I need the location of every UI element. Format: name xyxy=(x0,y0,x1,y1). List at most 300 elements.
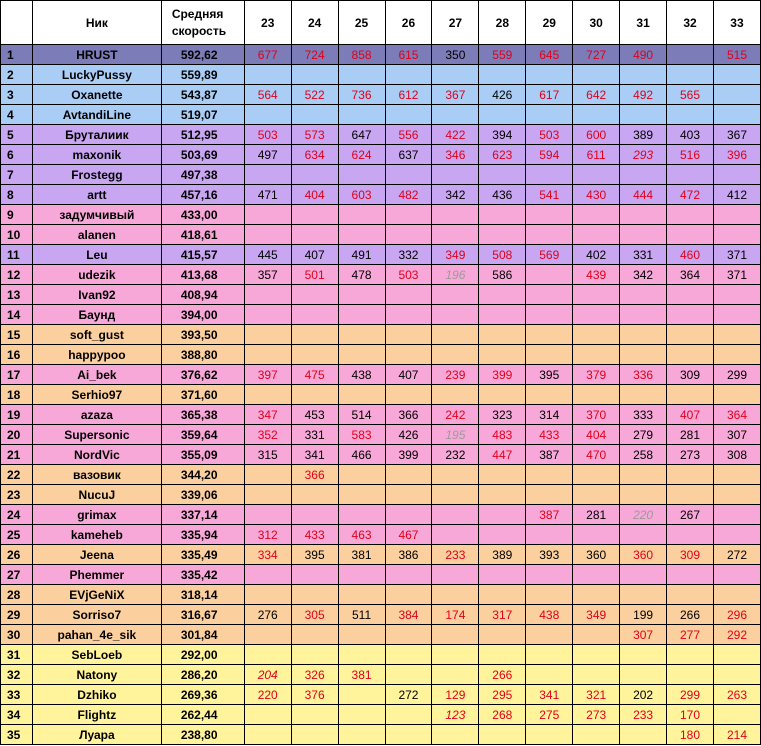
round-score-cell xyxy=(338,485,385,505)
speed-cell: 286,20 xyxy=(161,665,244,685)
speed-cell: 394,00 xyxy=(161,305,244,325)
round-score-cell xyxy=(338,305,385,325)
round-score-cell xyxy=(573,385,620,405)
header-round: 27 xyxy=(432,1,479,45)
header-round: 32 xyxy=(667,1,714,45)
round-score-cell: 315 xyxy=(244,445,291,465)
round-score-cell xyxy=(667,305,714,325)
round-score-cell xyxy=(620,285,667,305)
round-score-cell xyxy=(291,65,338,85)
round-score-cell xyxy=(526,205,573,225)
round-score-cell: 299 xyxy=(713,365,760,385)
rank-cell: 21 xyxy=(1,445,33,465)
round-score-cell xyxy=(291,585,338,605)
round-score-cell: 404 xyxy=(291,185,338,205)
round-score-cell: 326 xyxy=(291,665,338,685)
round-score-cell xyxy=(432,645,479,665)
round-score-cell: 522 xyxy=(291,85,338,105)
rank-cell: 34 xyxy=(1,705,33,725)
round-score-cell: 387 xyxy=(526,505,573,525)
speed-cell: 316,67 xyxy=(161,605,244,625)
round-score-cell: 305 xyxy=(291,605,338,625)
header-round: 31 xyxy=(620,1,667,45)
round-score-cell xyxy=(291,565,338,585)
rank-cell: 20 xyxy=(1,425,33,445)
round-score-cell: 309 xyxy=(667,365,714,385)
table-row xyxy=(1,285,761,305)
round-score-cell: 266 xyxy=(479,665,526,685)
round-score-cell: 277 xyxy=(667,625,714,645)
round-score-cell: 220 xyxy=(244,685,291,705)
round-score-cell: 478 xyxy=(338,265,385,285)
round-score-cell xyxy=(479,385,526,405)
round-score-cell xyxy=(385,665,432,685)
speed-cell: 413,68 xyxy=(161,265,244,285)
round-score-cell: 371 xyxy=(713,265,760,285)
round-score-cell: 497 xyxy=(244,145,291,165)
round-score-cell xyxy=(338,585,385,605)
round-score-cell xyxy=(432,65,479,85)
round-score-cell: 642 xyxy=(573,85,620,105)
round-score-cell xyxy=(385,485,432,505)
round-score-cell: 397 xyxy=(244,365,291,385)
rank-cell: 7 xyxy=(1,165,33,185)
round-score-cell xyxy=(620,485,667,505)
round-score-cell: 258 xyxy=(620,445,667,465)
round-score-cell xyxy=(526,305,573,325)
round-score-cell xyxy=(291,305,338,325)
round-score-cell xyxy=(338,105,385,125)
round-score-cell xyxy=(338,565,385,585)
round-score-cell: 407 xyxy=(667,405,714,425)
rank-cell: 27 xyxy=(1,565,33,585)
round-score-cell: 296 xyxy=(713,605,760,625)
round-score-cell xyxy=(338,625,385,645)
round-score-cell xyxy=(479,485,526,505)
round-score-cell xyxy=(432,205,479,225)
round-score-cell xyxy=(338,685,385,705)
round-score-cell xyxy=(291,705,338,725)
table-row xyxy=(1,305,761,325)
round-score-cell xyxy=(526,165,573,185)
rank-cell: 11 xyxy=(1,245,33,265)
header-round: 30 xyxy=(573,1,620,45)
round-score-cell: 279 xyxy=(620,425,667,445)
table-row xyxy=(1,185,761,205)
round-score-cell: 357 xyxy=(244,265,291,285)
round-score-cell: 515 xyxy=(713,45,760,65)
round-score-cell xyxy=(620,645,667,665)
round-score-cell xyxy=(244,105,291,125)
round-score-cell xyxy=(573,65,620,85)
round-score-cell: 371 xyxy=(713,245,760,265)
round-score-cell xyxy=(385,285,432,305)
rank-cell: 14 xyxy=(1,305,33,325)
round-score-cell xyxy=(479,505,526,525)
round-score-cell xyxy=(432,525,479,545)
round-score-cell: 317 xyxy=(479,605,526,625)
round-score-cell: 268 xyxy=(479,705,526,725)
round-score-cell: 399 xyxy=(479,365,526,385)
round-score-cell xyxy=(432,305,479,325)
round-score-cell xyxy=(713,585,760,605)
round-score-cell xyxy=(667,525,714,545)
rank-cell: 15 xyxy=(1,325,33,345)
round-score-cell xyxy=(667,105,714,125)
round-score-cell: 445 xyxy=(244,245,291,265)
speed-cell: 238,80 xyxy=(161,725,244,745)
nick-cell: artt xyxy=(32,185,161,205)
round-score-cell: 407 xyxy=(291,245,338,265)
round-score-cell: 293 xyxy=(620,145,667,165)
speed-cell: 301,84 xyxy=(161,625,244,645)
round-score-cell: 466 xyxy=(338,445,385,465)
round-score-cell xyxy=(244,645,291,665)
speed-cell: 393,50 xyxy=(161,325,244,345)
nick-cell: maxonik xyxy=(32,145,161,165)
round-score-cell: 307 xyxy=(620,625,667,645)
speed-cell: 543,87 xyxy=(161,85,244,105)
round-score-cell xyxy=(244,165,291,185)
round-score-cell: 381 xyxy=(338,665,385,685)
round-score-cell xyxy=(338,165,385,185)
nick-cell: grimax xyxy=(32,505,161,525)
round-score-cell xyxy=(620,165,667,185)
round-score-cell xyxy=(244,485,291,505)
header-round: 25 xyxy=(338,1,385,45)
round-score-cell: 272 xyxy=(385,685,432,705)
round-score-cell: 617 xyxy=(526,85,573,105)
round-score-cell: 569 xyxy=(526,245,573,265)
rank-cell: 6 xyxy=(1,145,33,165)
round-score-cell: 471 xyxy=(244,185,291,205)
round-score-cell: 366 xyxy=(291,465,338,485)
round-score-cell xyxy=(667,485,714,505)
round-score-cell xyxy=(244,205,291,225)
round-score-cell xyxy=(667,225,714,245)
nick-cell: Бруталиик xyxy=(32,125,161,145)
round-score-cell xyxy=(667,585,714,605)
table-row xyxy=(1,65,761,85)
round-score-cell xyxy=(244,345,291,365)
table-row xyxy=(1,485,761,505)
round-score-cell xyxy=(338,65,385,85)
round-score-cell xyxy=(479,105,526,125)
round-score-cell xyxy=(244,585,291,605)
round-score-cell xyxy=(713,565,760,585)
round-score-cell: 267 xyxy=(667,505,714,525)
round-score-cell xyxy=(667,465,714,485)
table-row xyxy=(1,145,761,165)
round-score-cell xyxy=(244,65,291,85)
round-score-cell xyxy=(573,665,620,685)
round-score-cell xyxy=(573,345,620,365)
round-score-cell: 180 xyxy=(667,725,714,745)
round-score-cell: 472 xyxy=(667,185,714,205)
table-row xyxy=(1,425,761,445)
nick-cell: soft_gust xyxy=(32,325,161,345)
round-score-cell xyxy=(338,205,385,225)
round-score-cell xyxy=(385,565,432,585)
table-row xyxy=(1,725,761,745)
round-score-cell xyxy=(526,225,573,245)
round-score-cell: 634 xyxy=(291,145,338,165)
nick-cell: Leu xyxy=(32,245,161,265)
round-score-cell xyxy=(620,65,667,85)
table-row xyxy=(1,445,761,465)
round-score-cell: 349 xyxy=(432,245,479,265)
round-score-cell: 600 xyxy=(573,125,620,145)
round-score-cell: 460 xyxy=(667,245,714,265)
round-score-cell xyxy=(713,105,760,125)
nick-cell: happypoo xyxy=(32,345,161,365)
round-score-cell xyxy=(432,325,479,345)
round-score-cell xyxy=(573,485,620,505)
round-score-cell: 129 xyxy=(432,685,479,705)
round-score-cell xyxy=(573,165,620,185)
round-score-cell xyxy=(479,205,526,225)
round-score-cell: 439 xyxy=(573,265,620,285)
round-score-cell: 403 xyxy=(667,125,714,145)
round-score-cell: 332 xyxy=(385,245,432,265)
round-score-cell xyxy=(526,485,573,505)
round-score-cell xyxy=(713,285,760,305)
round-score-cell xyxy=(713,485,760,505)
round-score-cell xyxy=(291,325,338,345)
round-score-cell: 123 xyxy=(432,705,479,725)
nick-cell: azaza xyxy=(32,405,161,425)
round-score-cell xyxy=(526,345,573,365)
rank-cell: 26 xyxy=(1,545,33,565)
round-score-cell xyxy=(338,705,385,725)
round-score-cell: 467 xyxy=(385,525,432,545)
round-score-cell xyxy=(479,625,526,645)
round-score-cell: 395 xyxy=(526,365,573,385)
round-score-cell: 299 xyxy=(667,685,714,705)
round-score-cell: 308 xyxy=(713,445,760,465)
table-row xyxy=(1,525,761,545)
table-row xyxy=(1,585,761,605)
nick-cell: HRUST xyxy=(32,45,161,65)
rank-cell: 19 xyxy=(1,405,33,425)
table-row xyxy=(1,385,761,405)
round-score-cell: 612 xyxy=(385,85,432,105)
round-score-cell xyxy=(479,585,526,605)
round-score-cell: 475 xyxy=(291,365,338,385)
nick-cell: udezik xyxy=(32,265,161,285)
round-score-cell xyxy=(526,65,573,85)
round-score-cell: 321 xyxy=(573,685,620,705)
round-score-cell: 399 xyxy=(385,445,432,465)
round-score-cell: 364 xyxy=(667,265,714,285)
round-score-cell xyxy=(432,105,479,125)
speed-cell: 371,60 xyxy=(161,385,244,405)
round-score-cell: 275 xyxy=(526,705,573,725)
round-score-cell xyxy=(667,665,714,685)
round-score-cell xyxy=(573,585,620,605)
round-score-cell: 364 xyxy=(713,405,760,425)
round-score-cell: 170 xyxy=(667,705,714,725)
round-score-cell xyxy=(713,465,760,485)
round-score-cell: 736 xyxy=(338,85,385,105)
table-row xyxy=(1,505,761,525)
round-score-cell: 386 xyxy=(385,545,432,565)
nick-cell: NordVic xyxy=(32,445,161,465)
table-row xyxy=(1,365,761,385)
speed-cell: 318,14 xyxy=(161,585,244,605)
speed-cell: 359,64 xyxy=(161,425,244,445)
round-score-cell xyxy=(620,665,667,685)
round-score-cell: 334 xyxy=(244,545,291,565)
rank-cell: 31 xyxy=(1,645,33,665)
round-score-cell xyxy=(432,385,479,405)
round-score-cell xyxy=(620,225,667,245)
round-score-cell xyxy=(244,705,291,725)
round-score-cell: 463 xyxy=(338,525,385,545)
table-row xyxy=(1,405,761,425)
round-score-cell: 281 xyxy=(573,505,620,525)
round-score-cell: 412 xyxy=(713,185,760,205)
round-score-cell: 214 xyxy=(713,725,760,745)
round-score-cell: 341 xyxy=(526,685,573,705)
round-score-cell: 331 xyxy=(291,425,338,445)
round-score-cell xyxy=(385,325,432,345)
round-score-cell: 491 xyxy=(338,245,385,265)
round-score-cell xyxy=(713,225,760,245)
speed-cell: 355,09 xyxy=(161,445,244,465)
rank-cell: 32 xyxy=(1,665,33,685)
header-round: 33 xyxy=(713,1,760,45)
round-score-cell: 501 xyxy=(291,265,338,285)
round-score-cell xyxy=(620,105,667,125)
round-score-cell xyxy=(573,205,620,225)
round-score-cell: 381 xyxy=(338,545,385,565)
round-score-cell: 307 xyxy=(713,425,760,445)
round-score-cell xyxy=(338,385,385,405)
round-score-cell xyxy=(526,285,573,305)
round-score-cell xyxy=(432,625,479,645)
table-row xyxy=(1,565,761,585)
round-score-cell: 233 xyxy=(620,705,667,725)
table-row xyxy=(1,545,761,565)
round-score-cell: 586 xyxy=(479,265,526,285)
round-score-cell: 559 xyxy=(479,45,526,65)
round-score-cell: 727 xyxy=(573,45,620,65)
round-score-cell xyxy=(479,565,526,585)
round-score-cell xyxy=(526,625,573,645)
round-score-cell: 402 xyxy=(573,245,620,265)
round-score-cell xyxy=(244,625,291,645)
round-score-cell xyxy=(385,465,432,485)
round-score-cell: 370 xyxy=(573,405,620,425)
header-round: 23 xyxy=(244,1,291,45)
rank-cell: 25 xyxy=(1,525,33,545)
round-score-cell xyxy=(526,265,573,285)
round-score-cell xyxy=(244,505,291,525)
round-score-cell: 341 xyxy=(291,445,338,465)
round-score-cell: 503 xyxy=(526,125,573,145)
round-score-cell xyxy=(291,165,338,185)
nick-cell: AvtandiLine xyxy=(32,105,161,125)
speed-cell: 415,57 xyxy=(161,245,244,265)
round-score-cell xyxy=(291,285,338,305)
speed-cell: 376,62 xyxy=(161,365,244,385)
rank-cell: 3 xyxy=(1,85,33,105)
round-score-cell xyxy=(432,225,479,245)
round-score-cell: 281 xyxy=(667,425,714,445)
speed-cell: 335,42 xyxy=(161,565,244,585)
round-score-cell xyxy=(385,585,432,605)
round-score-cell xyxy=(667,285,714,305)
round-score-cell: 516 xyxy=(667,145,714,165)
rank-cell: 28 xyxy=(1,585,33,605)
round-score-cell xyxy=(338,465,385,485)
header-nick: Ник xyxy=(32,1,161,45)
round-score-cell: 199 xyxy=(620,605,667,625)
round-score-cell xyxy=(573,305,620,325)
nick-cell: Frostegg xyxy=(32,165,161,185)
round-score-cell xyxy=(667,165,714,185)
round-score-cell xyxy=(667,565,714,585)
round-score-cell xyxy=(291,345,338,365)
round-score-cell xyxy=(244,565,291,585)
rank-cell: 23 xyxy=(1,485,33,505)
round-score-cell: 483 xyxy=(479,425,526,445)
round-score-cell xyxy=(667,345,714,365)
round-score-cell xyxy=(432,565,479,585)
round-score-cell xyxy=(573,625,620,645)
round-score-cell: 349 xyxy=(573,605,620,625)
round-score-cell xyxy=(385,505,432,525)
round-score-cell: 204 xyxy=(244,665,291,685)
round-score-cell: 511 xyxy=(338,605,385,625)
speed-cell: 292,00 xyxy=(161,645,244,665)
round-score-cell xyxy=(573,565,620,585)
table-row xyxy=(1,345,761,365)
round-score-cell: 232 xyxy=(432,445,479,465)
speed-cell: 418,61 xyxy=(161,225,244,245)
round-score-cell: 470 xyxy=(573,445,620,465)
round-score-cell xyxy=(338,225,385,245)
round-score-cell xyxy=(526,105,573,125)
round-score-cell: 389 xyxy=(479,545,526,565)
round-score-cell: 346 xyxy=(432,145,479,165)
round-score-cell: 615 xyxy=(385,45,432,65)
rank-cell: 16 xyxy=(1,345,33,365)
round-score-cell xyxy=(573,105,620,125)
round-score-cell: 272 xyxy=(713,545,760,565)
round-score-cell: 647 xyxy=(338,125,385,145)
round-score-cell: 239 xyxy=(432,365,479,385)
round-score-cell xyxy=(667,205,714,225)
round-score-cell: 624 xyxy=(338,145,385,165)
round-score-cell xyxy=(385,705,432,725)
round-score-cell xyxy=(479,345,526,365)
rank-cell: 9 xyxy=(1,205,33,225)
round-score-cell xyxy=(667,325,714,345)
round-score-cell xyxy=(432,725,479,745)
round-score-cell xyxy=(291,205,338,225)
round-score-cell: 342 xyxy=(432,185,479,205)
round-score-cell: 426 xyxy=(385,425,432,445)
round-score-cell xyxy=(291,625,338,645)
round-score-cell xyxy=(338,285,385,305)
round-score-cell xyxy=(620,325,667,345)
round-score-cell xyxy=(620,345,667,365)
round-score-cell xyxy=(713,505,760,525)
header-round: 28 xyxy=(479,1,526,45)
round-score-cell xyxy=(291,505,338,525)
